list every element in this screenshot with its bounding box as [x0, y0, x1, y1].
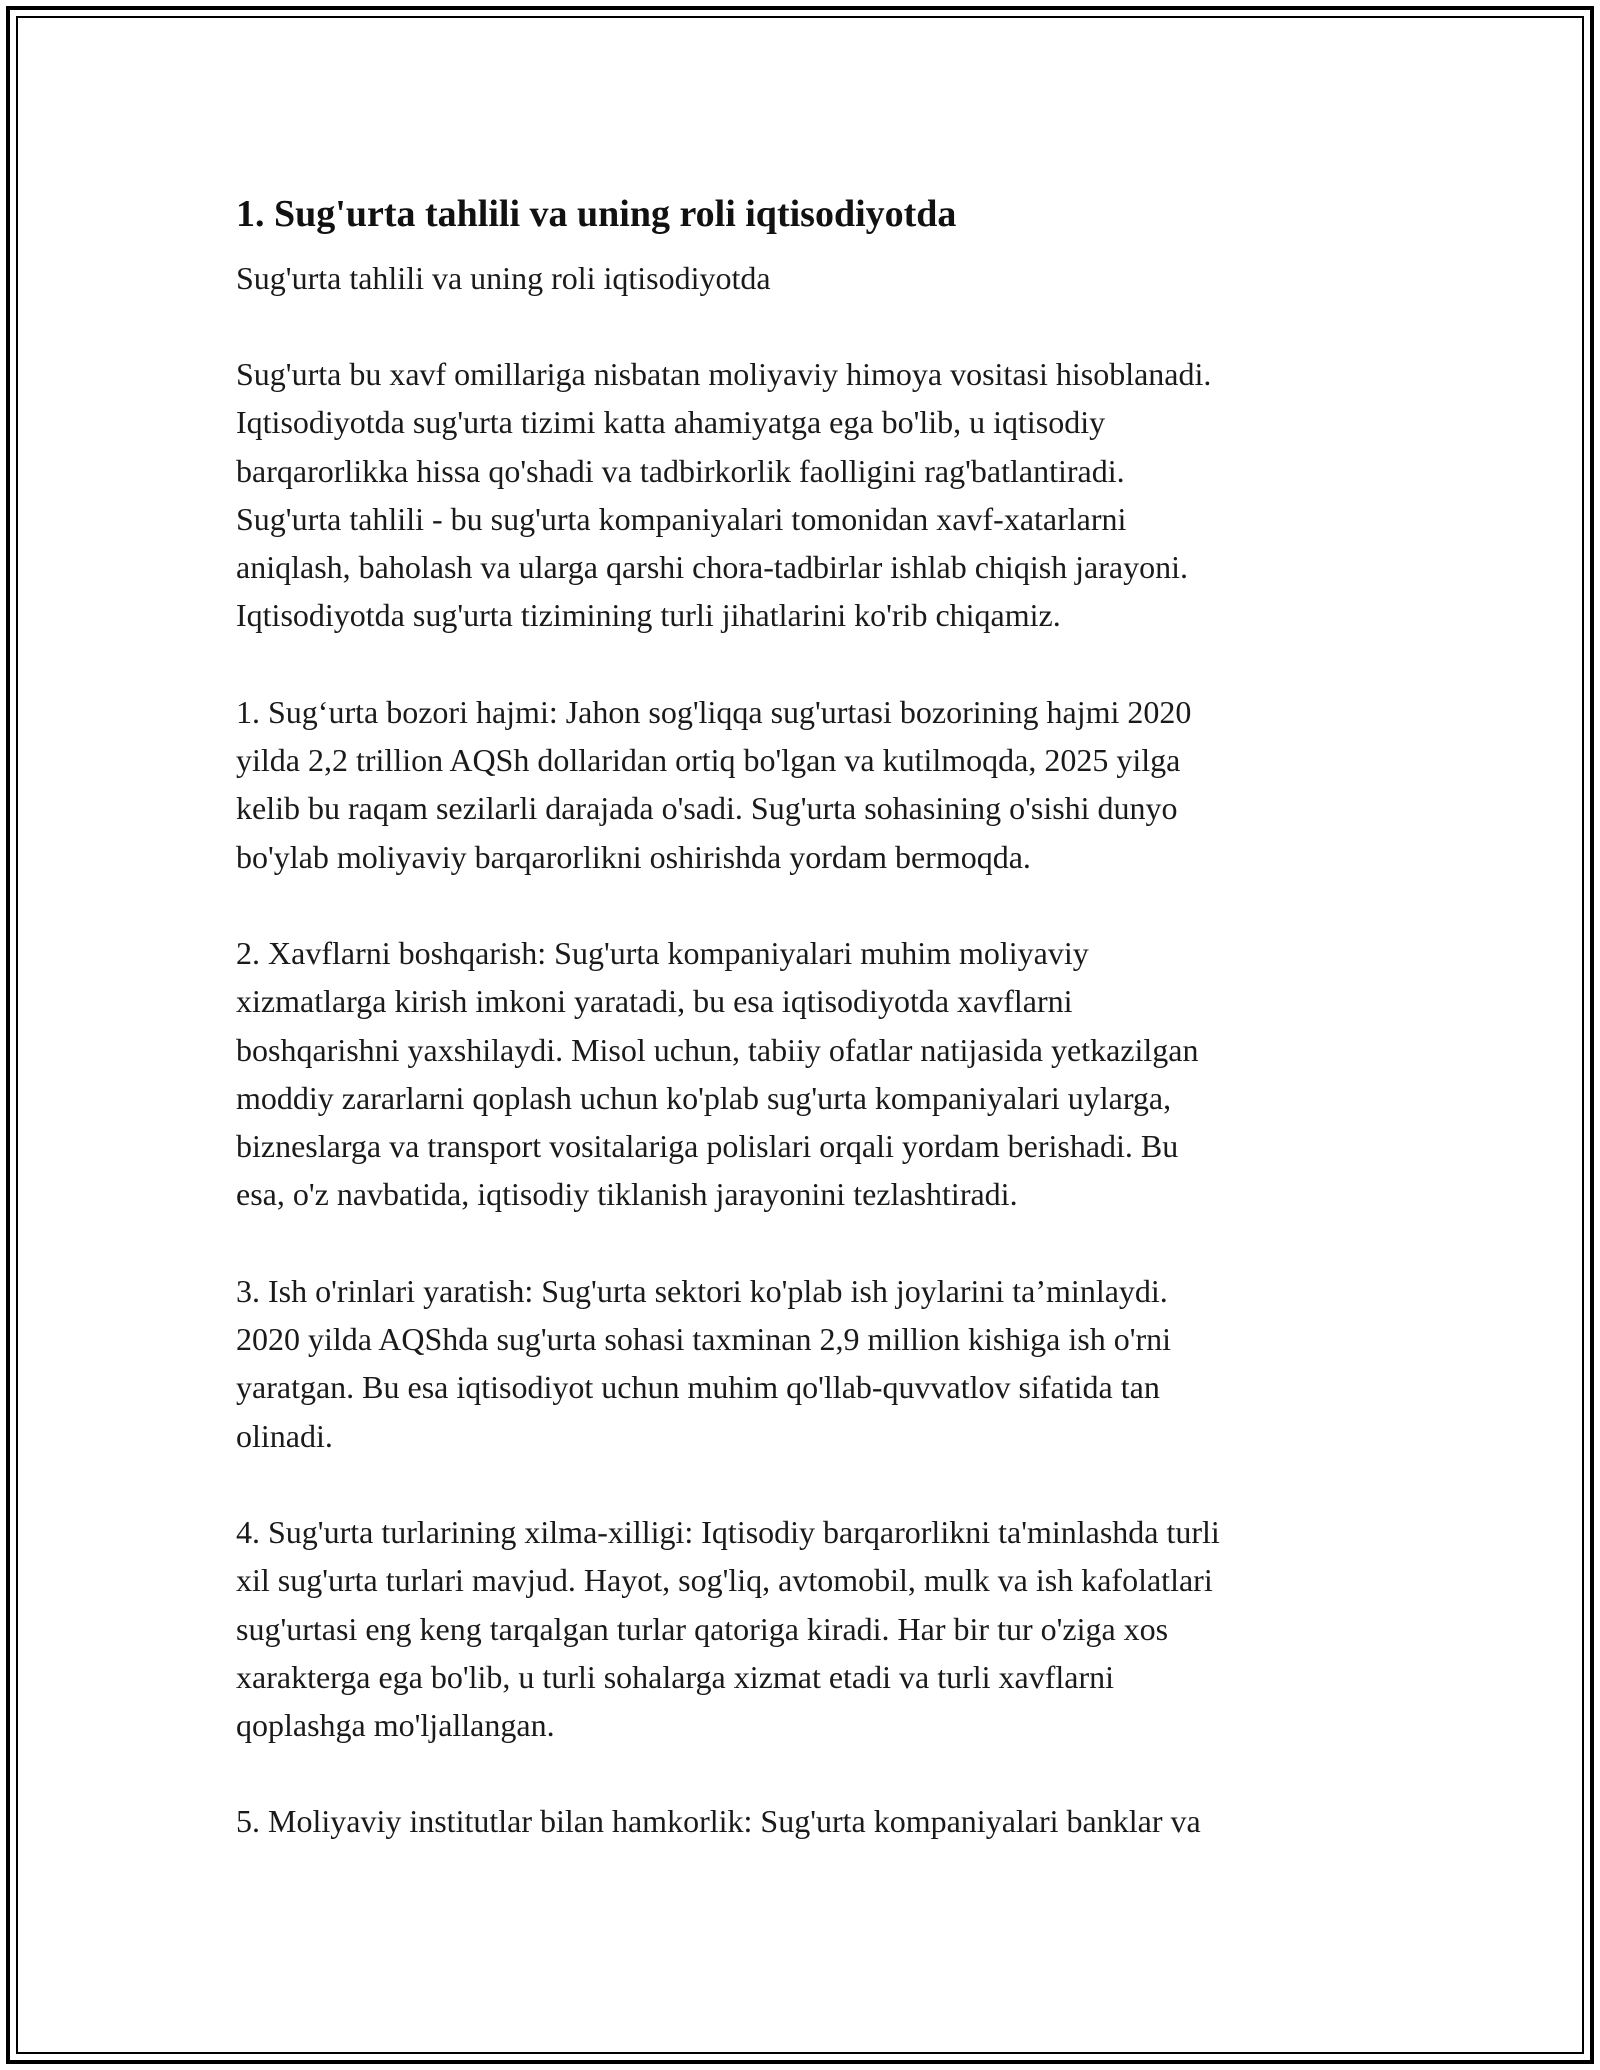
section-heading: 1. Sug'urta tahlili va uning roli iqtisodiyotda: [236, 193, 957, 235]
paragraph-market-size: 1. Sug‘urta bozori hajmi: Jahon sog'liqqa sug'urtasi bozorining hajmi 2020 yilda 2,2 trillion AQSh dollaridan ortiq bo'lgan va kutilmoqda, 2025 yilga kelib bu raqam sezilarli darajada o'sadi. Sug'urta sohasining o'sishi dunyo bo'ylab moliyaviy barqarorlikni oshirishda yordam bermoqda.: [236, 693, 1192, 875]
section-subtitle: Sug'urta tahlili va uning roli iqtisodiyotda: [236, 260, 771, 296]
document-body: [236, 188, 1386, 1894]
paragraph-financial-institutions: 5. Moliyaviy institutlar bilan hamkorlik: Sug'urta kompaniyalari banklar va: [236, 1803, 1201, 1840]
paragraph-risk-management: 2. Xavflarni boshqarish: Sug'urta kompaniyalari muhim moliyaviy xizmatlarga kirish imkoni yaratadi, bu esa iqtisodiyotda xavflarni boshqarishni yaxshilaydi. Misol uchun, tabiiy ofatlar natijasida yetkazilgan moddiy zararlarni qoplash uchun ko'plab sug'urta kompaniyalari uylarga, bizneslarga va transport vositalariga polislari orqali yordam berishadi. Bu esa, o'z navbatida, iqtisodiy tiklanish jarayonini tezlashtiradi.: [236, 934, 1199, 1213]
paragraph-job-creation: 3. Ish o'rinlari yaratish: Sug'urta sektori ko'plab ish joylarini ta’minlaydi. 2020 yilda AQShda sug'urta sohasi taxminan 2,9 million kishiga ish o'rni yaratgan. Bu esa iqtisodiyot uchun muhim qo'llab-quvvatlov sifatida tan olinadi.: [236, 1272, 1172, 1454]
paragraph-intro: Sug'urta bu xavf omillariga nisbatan moliyaviy himoya vositasi hisoblanadi. Iqtisodiyotda sug'urta tizimi katta ahamiyatga ega bo'lib, u iqtisodiy barqarorlikka hissa qo'shadi va tadbirkorlik faolligini rag'batlantiradi. Sug'urta tahlili - bu sug'urta kompaniyalari tomonidan xavf-xatarlarni aniqlash, baholash va ularga qarshi chora-tadbirlar ishlab chiqish jarayoni. Iqtisodiyotda sug'urta tizimining turli jihatlarini ko'rib chiqamiz.: [236, 356, 1212, 634]
paragraph-insurance-types: 4. Sug'urta turlarining xilma-xilligi: Iqtisodiy barqarorlikni ta'minlashda turli xil sug'urta turlari mavjud. Hayot, sog'liq, avtomobil, mulk va ish kafolatlari sug'urtasi eng keng tarqalgan turlar qatoriga kiradi. Har bir tur o'ziga xos xarakterga ega bo'lib, u turli sohalarga xizmat etadi va turli xavflarni qoplashga mo'ljallangan.: [236, 1513, 1220, 1744]
